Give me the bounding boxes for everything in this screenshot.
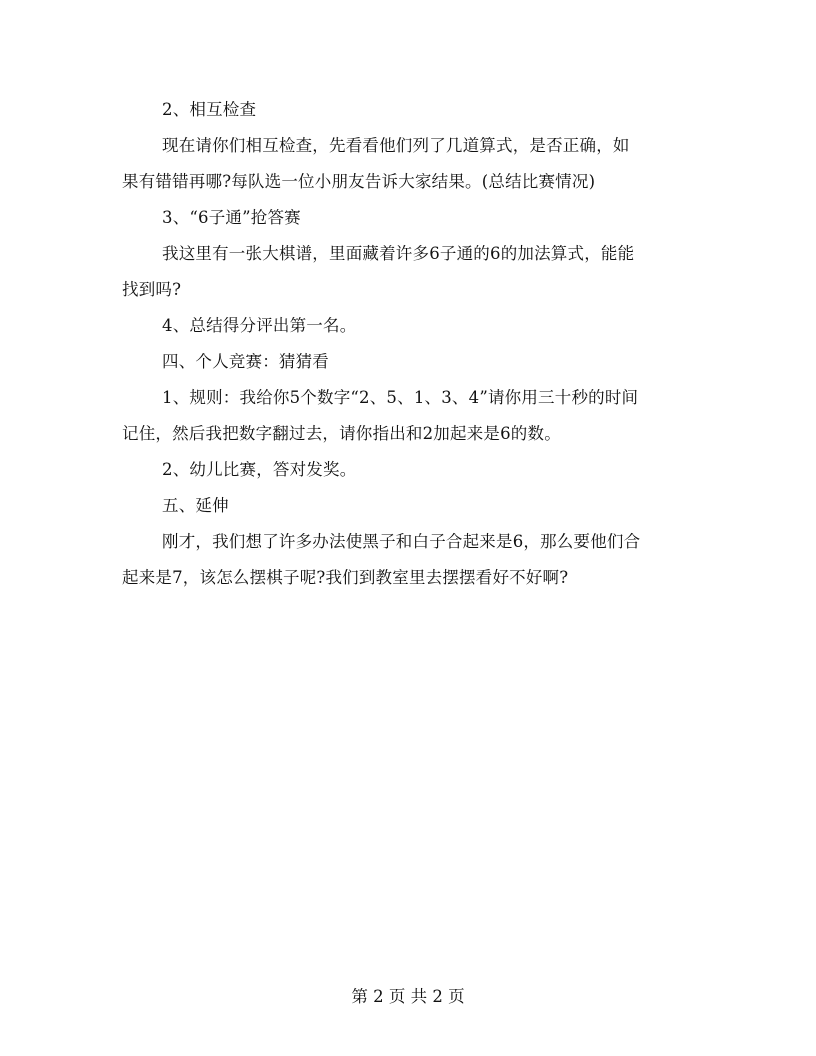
paragraph-line: 现在请你们相互检查，先看看他们列了几道算式，是否正确，如 bbox=[162, 136, 630, 155]
paragraph-line: 4、总结得分评出第一名。 bbox=[162, 316, 357, 335]
paragraph-line: 起来是7，该怎么摆棋子呢?我们到教室里去摆摆看好不好啊? bbox=[122, 568, 569, 587]
heading-mutual-check: 2、相互检查 bbox=[162, 100, 257, 119]
paragraph-line: 2、幼儿比赛，答对发奖。 bbox=[162, 460, 357, 479]
paragraph-line: 刚才，我们想了许多办法使黑子和白子合起来是6，那么要他们合 bbox=[162, 532, 641, 551]
heading-individual-contest: 四、个人竞赛：猜猜看 bbox=[162, 352, 329, 371]
page-footer: 第 2 页 共 2 页 bbox=[351, 987, 465, 1006]
paragraph-line: 我这里有一张大棋谱，里面藏着许多6子通的6的加法算式，能能 bbox=[162, 244, 635, 263]
heading-extension: 五、延伸 bbox=[162, 496, 229, 515]
heading-quiz: 3、“6子通”抢答赛 bbox=[162, 208, 301, 227]
paragraph-line: 记住，然后我把数字翻过去，请你指出和2加起来是6的数。 bbox=[122, 424, 561, 443]
paragraph-line: 找到吗? bbox=[122, 280, 182, 299]
paragraph-line: 果有错错再哪?每队选一位小朋友告诉大家结果。(总结比赛情况) bbox=[122, 172, 596, 191]
paragraph-line: 1、规则：我给你5个数字“2、5、1、3、4”请你用三十秒的时间 bbox=[162, 388, 639, 407]
